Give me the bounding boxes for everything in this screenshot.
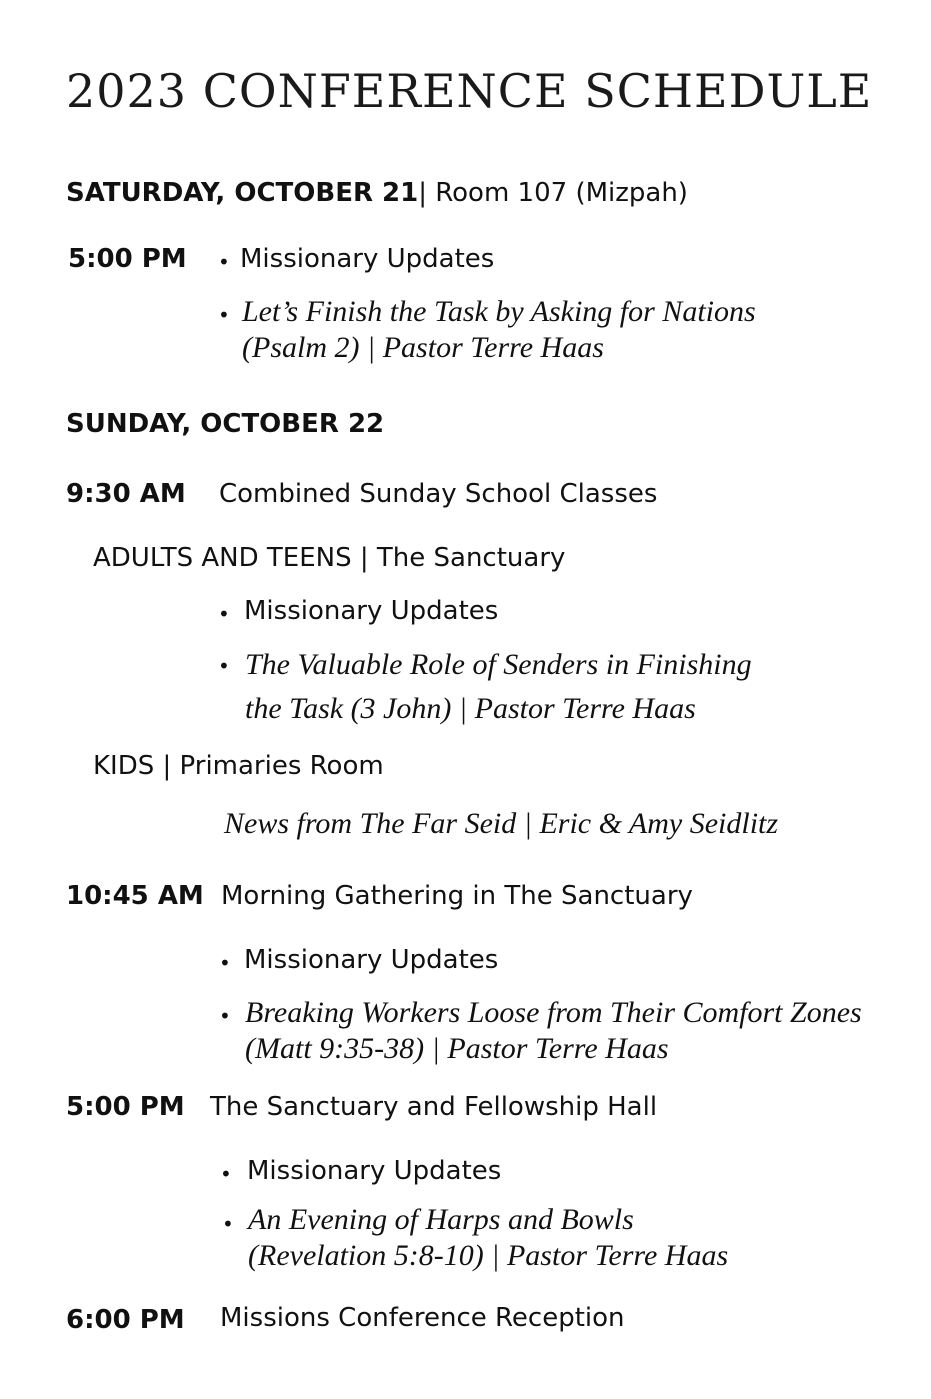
adults-talk-line1: The Valuable Role of Senders in Finishing: [245, 648, 752, 681]
bullet-icon: •: [220, 1162, 232, 1186]
morning-item-updates: Missionary Updates: [244, 945, 499, 975]
morning-talk-line2: (Matt 9:35-38) | Pastor Terre Haas: [245, 1032, 669, 1065]
saturday-heading: [66, 178, 688, 208]
adults-item-updates: Missionary Updates: [244, 596, 499, 626]
saturday-item-updates: Missionary Updates: [240, 244, 495, 274]
adults-teens-group: ADULTS AND TEENS | The Sanctuary: [93, 543, 566, 573]
sunday-600-event: Missions Conference Reception: [220, 1303, 625, 1333]
sunday-930-time: 9:30 AM: [66, 479, 186, 509]
sunday-500-event: The Sanctuary and Fellowship Hall: [210, 1092, 658, 1122]
morning-talk: [245, 995, 885, 1067]
evening-talk-line2: (Revelation 5:8-10) | Pastor Terre Haas: [248, 1239, 729, 1272]
saturday-date: SATURDAY, OCTOBER 21: [66, 178, 419, 208]
page-title: 2023 CONFERENCE SCHEDULE: [66, 64, 873, 118]
bullet-icon: •: [219, 951, 231, 975]
evening-item-updates: Missionary Updates: [247, 1156, 502, 1186]
sunday-930-event: Combined Sunday School Classes: [219, 479, 658, 509]
evening-talk-line1: An Evening of Harps and Bowls: [248, 1203, 634, 1236]
saturday-talk-line2: (Psalm 2) | Pastor Terre Haas: [242, 331, 604, 364]
saturday-talk: [242, 294, 862, 366]
sunday-heading: SUNDAY, OCTOBER 22: [66, 409, 385, 439]
bullet-icon: •: [219, 1004, 231, 1028]
saturday-time: 5:00 PM: [68, 244, 187, 274]
sunday-1045-time: 10:45 AM: [66, 881, 204, 911]
adults-talk-line2: the Task (3 John) | Pastor Terre Haas: [245, 692, 696, 725]
kids-talk: News from The Far Seid | Eric & Amy Seidlitz: [224, 807, 779, 840]
saturday-talk-line1: Let’s Finish the Task by Asking for Nations: [242, 295, 756, 328]
sunday-600-time: 6:00 PM: [66, 1305, 185, 1335]
evening-talk: [248, 1202, 868, 1274]
kids-group: KIDS | Primaries Room: [93, 751, 384, 781]
saturday-room: | Room 107 (Mizpah): [418, 178, 688, 208]
sunday-1045-event: Morning Gathering in The Sanctuary: [221, 881, 693, 911]
bullet-icon: •: [218, 303, 230, 327]
adults-talk: [245, 643, 865, 731]
bullet-icon: •: [218, 654, 230, 678]
bullet-icon: •: [218, 250, 230, 274]
bullet-icon: •: [218, 602, 230, 626]
bullet-icon: •: [222, 1212, 234, 1236]
morning-talk-line1: Breaking Workers Loose from Their Comfort Zones: [245, 996, 862, 1029]
sunday-500-time: 5:00 PM: [66, 1092, 185, 1122]
